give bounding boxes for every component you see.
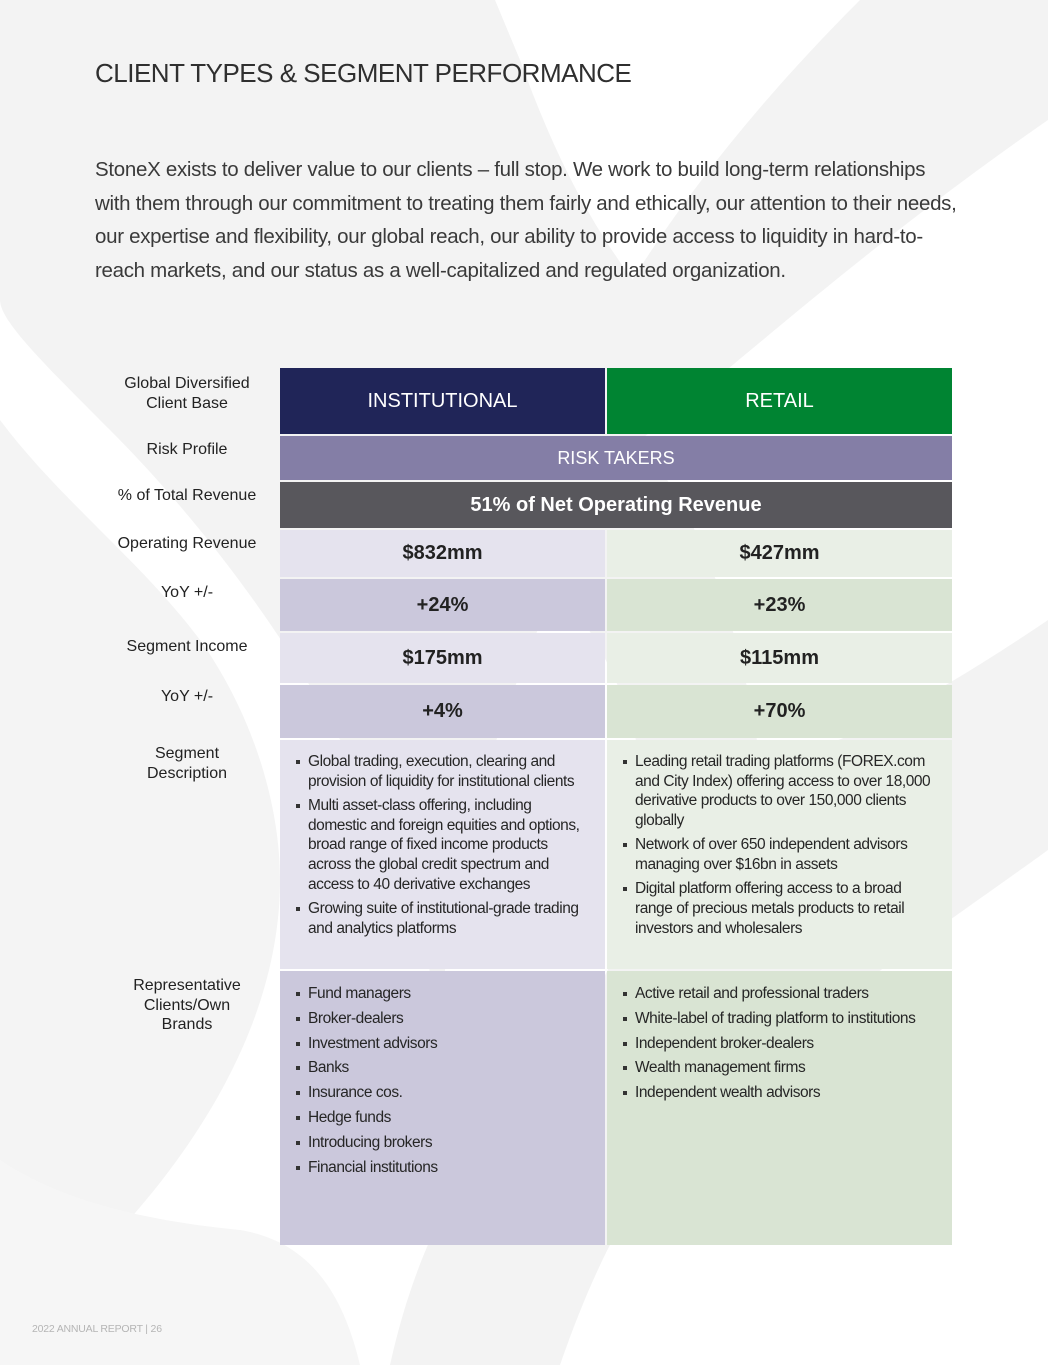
institutional-segment-income bbox=[280, 633, 605, 683]
list-item: Broker-dealers bbox=[295, 1009, 438, 1029]
institutional-segment-income-value: $175mm bbox=[402, 646, 483, 669]
list-item: Fund managers bbox=[295, 984, 438, 1004]
institutional-yoy-revenue bbox=[280, 579, 605, 631]
list-item: Multi asset-class offering, including domestic and foreign equities and options, broad range of fixed income products across the global credit spectrum and access to 40 derivative exchanges bbox=[295, 796, 589, 895]
page-title: CLIENT TYPES & SEGMENT PERFORMANCE bbox=[95, 58, 632, 88]
label-yoy-revenue: YoY +/- bbox=[160, 584, 214, 601]
label-operating-revenue: Operating Revenue bbox=[117, 535, 257, 552]
retail-yoy-revenue bbox=[607, 579, 952, 631]
list-item: Insurance cos. bbox=[295, 1083, 438, 1103]
institutional-description bbox=[280, 740, 605, 969]
label-pct-revenue: % of Total Revenue bbox=[117, 487, 257, 504]
list-item: Leading retail trading platforms (FOREX.com and City Index) offering access to over 18,000 derivative products to over 150,000 clients globally bbox=[622, 752, 936, 831]
list-item: Hedge funds bbox=[295, 1108, 438, 1128]
page-footer: 2022 ANNUAL REPORT | 26 bbox=[32, 1323, 162, 1335]
retail-segment-income bbox=[607, 633, 952, 683]
institutional-operating-revenue bbox=[280, 530, 605, 577]
retail-clients bbox=[607, 971, 952, 1245]
list-item: Wealth management firms bbox=[622, 1058, 915, 1078]
label-risk-profile: Risk Profile bbox=[146, 441, 228, 458]
retail-description bbox=[607, 740, 952, 969]
retail-segment-income-value: $115mm bbox=[740, 646, 819, 669]
label-client-base: Global Diversified Client Base bbox=[124, 375, 250, 412]
list-item: Active retail and professional traders bbox=[622, 984, 915, 1004]
revenue-share-band bbox=[280, 482, 952, 528]
institutional-header-label: INSTITUTIONAL bbox=[367, 389, 518, 412]
label-yoy-income: YoY +/- bbox=[160, 688, 214, 705]
retail-yoy-revenue-value: +23% bbox=[753, 593, 806, 616]
retail-yoy-income bbox=[607, 685, 952, 738]
revenue-share-value: 51% of Net Operating Revenue bbox=[470, 493, 762, 516]
list-item: Investment advisors bbox=[295, 1034, 438, 1054]
retail-operating-revenue bbox=[607, 530, 952, 577]
retail-operating-revenue-value: $427mm bbox=[739, 542, 820, 564]
retail-yoy-income-value: +70% bbox=[753, 700, 806, 722]
risk-profile-value: RISK TAKERS bbox=[557, 447, 675, 468]
list-item: Independent broker-dealers bbox=[622, 1034, 915, 1054]
list-item: Network of over 650 independent advisors managing over $16bn in assets bbox=[622, 835, 936, 874]
list-item: Digital platform offering access to a broad range of precious metals products to retail investors and wholesalers bbox=[622, 879, 936, 938]
institutional-yoy-income bbox=[280, 685, 605, 738]
institutional-description-list bbox=[295, 752, 589, 943]
list-item: Growing suite of institutional-grade trading and analytics platforms bbox=[295, 899, 589, 938]
list-item: Banks bbox=[295, 1058, 438, 1078]
institutional-clients bbox=[280, 971, 605, 1245]
retail-clients-list bbox=[622, 984, 915, 1108]
retail-header-label: RETAIL bbox=[745, 389, 814, 412]
retail-header bbox=[607, 368, 952, 434]
institutional-header bbox=[280, 368, 605, 434]
institutional-yoy-revenue-value: +24% bbox=[416, 593, 469, 616]
list-item: White-label of trading platform to institutions bbox=[622, 1009, 915, 1029]
label-representative-clients: Representative Clients/Own Brands bbox=[133, 977, 241, 1033]
list-item: Introducing brokers bbox=[295, 1133, 438, 1153]
intro-paragraph: StoneX exists to deliver value to our clients – full stop. We work to build long-term relationships with them through our commitment to treating them fairly and ethically, our attention to their needs, our expertise and flexibility, our global reach, our ability to provide access to liquidity in hard-to-reach markets, and our status as a well-capitalized and regulated organization. bbox=[95, 158, 957, 282]
label-segment-income: Segment Income bbox=[126, 638, 248, 655]
institutional-clients-list bbox=[295, 984, 438, 1182]
institutional-yoy-income-value: +4% bbox=[422, 700, 463, 722]
list-item: Independent wealth advisors bbox=[622, 1083, 915, 1103]
institutional-operating-revenue-value: $832mm bbox=[402, 542, 483, 564]
list-item: Global trading, execution, clearing and provision of liquidity for institutional clients bbox=[295, 752, 589, 791]
list-item: Financial institutions bbox=[295, 1158, 438, 1178]
risk-profile-band bbox=[280, 436, 952, 480]
label-segment-description: Segment Description bbox=[146, 745, 228, 782]
retail-description-list bbox=[622, 752, 936, 943]
